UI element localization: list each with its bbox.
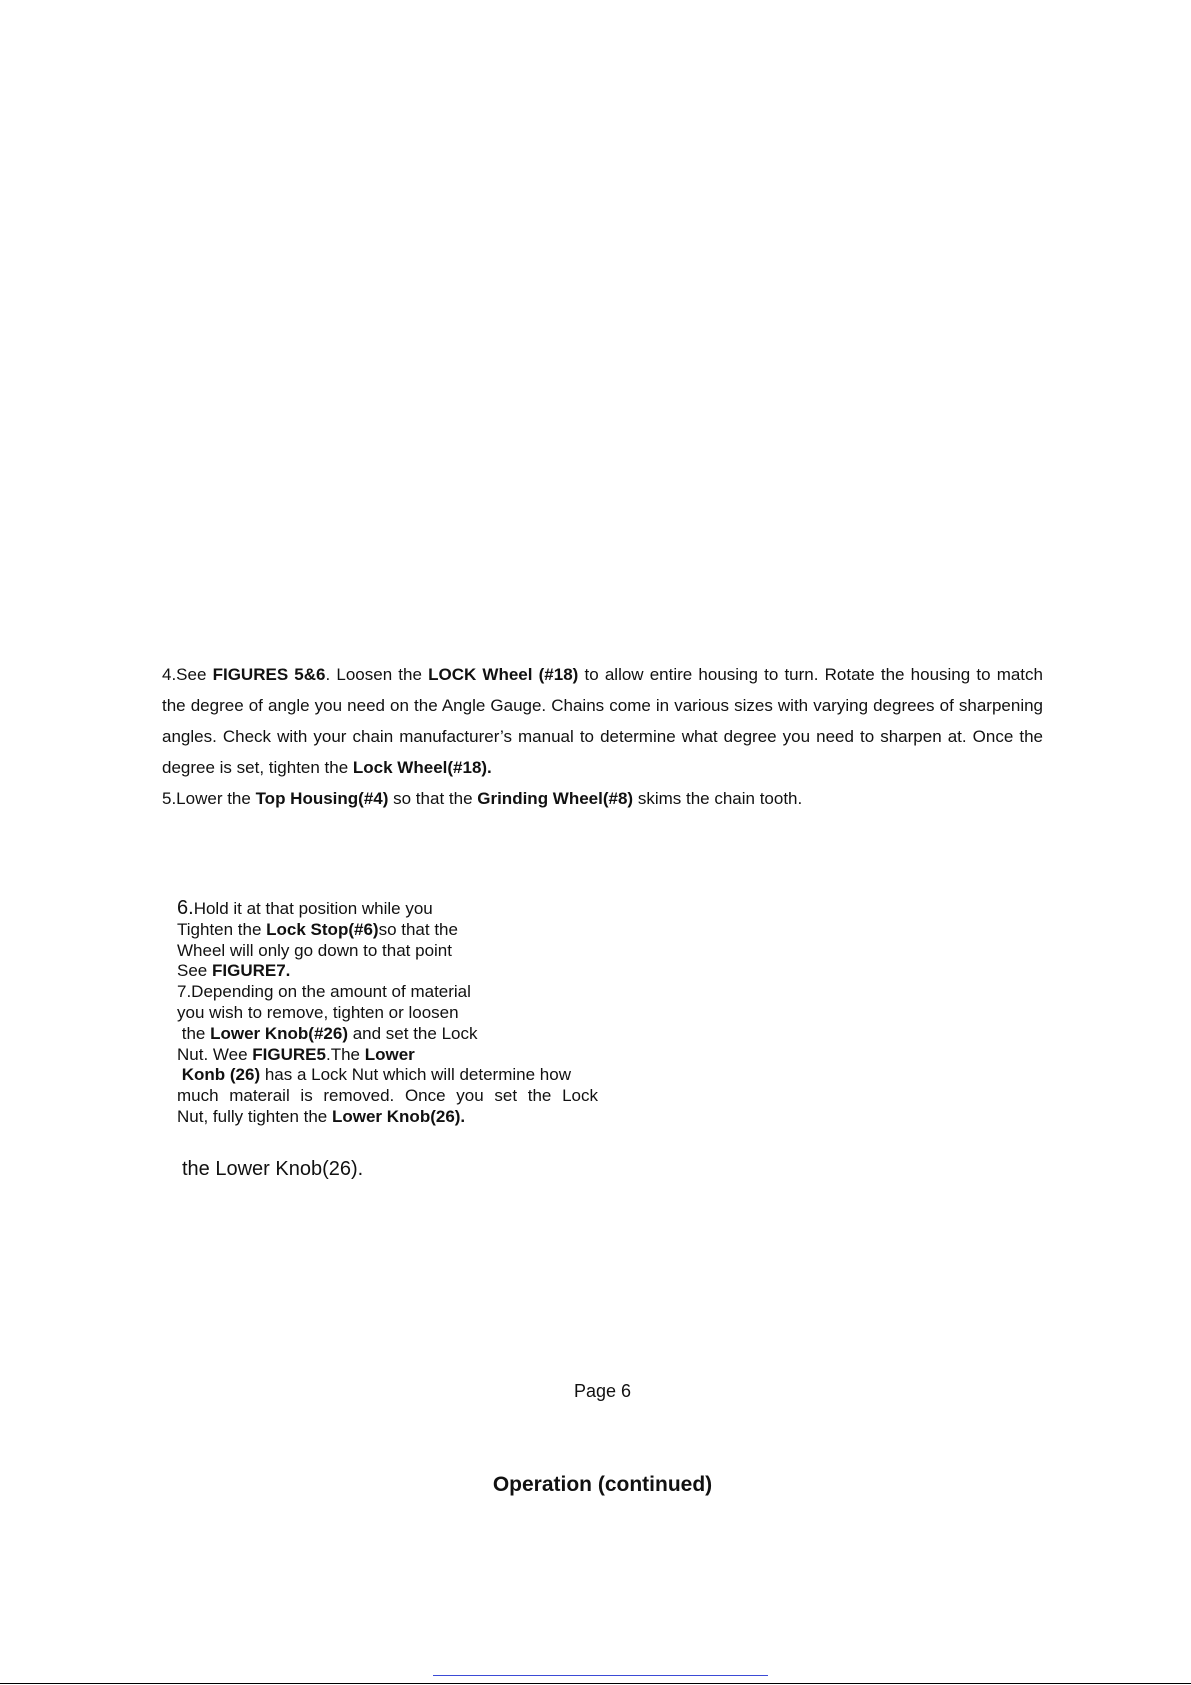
figure-reference: FIGURES 5&6: [212, 665, 326, 684]
step-6-number: 6.: [177, 897, 194, 919]
step-6-line: Tighten the Lock Stop(#6)so that the: [177, 919, 458, 939]
step-4-text: 4.See: [162, 665, 213, 684]
step-6-line: Wheel will only go down to that point: [177, 940, 452, 960]
step-4-text: to allow entire housing to turn. Rotate the housing to match the degree of angle you need on the Angle Gauge. Chains come in various sizes with varying degrees of sharpening angles. Check with your chain manufacturer’s manual to determine what degree you need to sharpen at. Once the degree is set, tighten the: [162, 665, 1043, 777]
figure-reference: FIGURE7.: [211, 961, 291, 981]
figure-reference: FIGURE5: [252, 1044, 326, 1064]
step-7-line: you wish to remove, tighten or loosen: [177, 1002, 459, 1022]
part-reference: Lower: [364, 1044, 415, 1064]
step-6-line: See FIGURE7.: [177, 961, 291, 981]
step-4-text: . Loosen the: [325, 665, 429, 684]
step-7-line: much materail is removed. Once you set the Lock: [177, 1086, 598, 1106]
part-reference: Lower Knob(#26): [210, 1023, 348, 1043]
link-underline: [433, 1675, 768, 1676]
step-4-paragraph: [162, 659, 1043, 783]
step-5-paragraph: [162, 783, 1043, 814]
step-5-text: skims the chain tooth.: [633, 789, 803, 808]
step-7-line: Konb (26) has a Lock Nut which will determine how: [177, 1065, 571, 1085]
step-5-text: so that the: [388, 789, 478, 808]
part-reference: Konb (26): [177, 1065, 261, 1085]
page-number: Page 6: [573, 1381, 632, 1401]
part-reference: Lock Wheel(#18).: [352, 758, 492, 777]
section-heading: Operation (continued): [492, 1473, 713, 1496]
part-reference: LOCK Wheel (#18): [428, 665, 579, 684]
step-7-line: 7.Depending on the amount of material: [177, 982, 471, 1002]
steps-6-7-block: [177, 898, 598, 1128]
repeated-text-line: the Lower Knob(26).: [182, 1158, 364, 1180]
step-7-line: Nut. Wee FIGURE5.The Lower: [177, 1044, 415, 1064]
step-5-text: 5.Lower the: [162, 789, 256, 808]
part-reference: Lower Knob(26).: [331, 1106, 466, 1126]
step-7-line: the Lower Knob(#26) and set the Lock: [177, 1023, 478, 1043]
step-7-line: Nut, fully tighten the Lower Knob(26).: [177, 1106, 466, 1126]
part-reference: Grinding Wheel(#8): [477, 789, 634, 808]
part-reference: Top Housing(#4): [255, 789, 389, 808]
part-reference: Lock Stop(#6): [266, 919, 379, 939]
step-6-line: 6.Hold it at that position while you: [177, 897, 433, 919]
page-bottom-divider: [0, 1683, 1191, 1684]
